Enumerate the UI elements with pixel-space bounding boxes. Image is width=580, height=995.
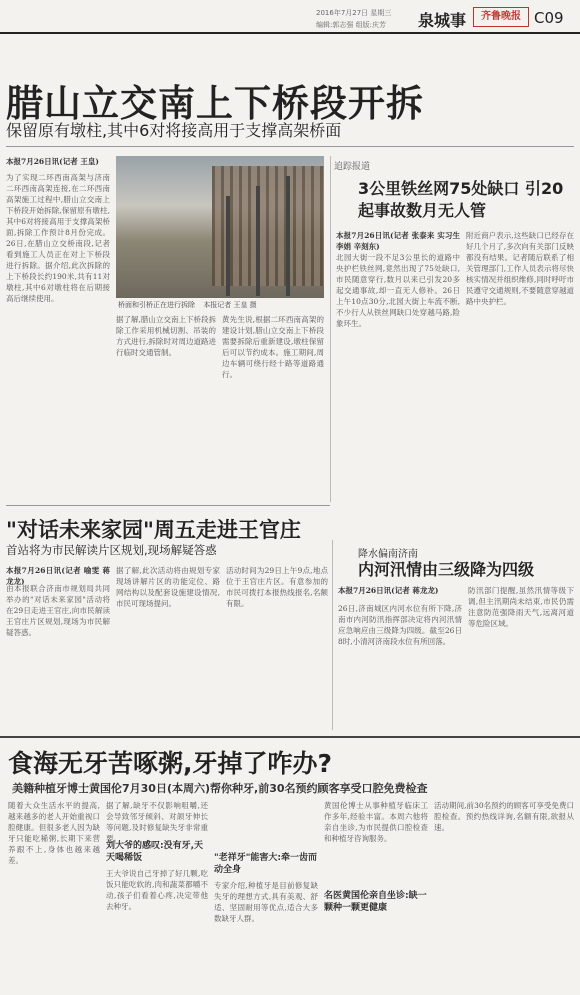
story3-dateline: 本报7月26日讯(记者 喻雯 蒋龙龙)	[6, 566, 110, 586]
story5-column-4: 专家介绍,种植牙是目前修复缺失牙的理想方式,具有美观、舒适、坚固耐用等优点,适合大多数缺牙人群。	[214, 881, 318, 923]
story2-column-2: 附近商户表示,这些缺口已经存在好几个月了,多次向有关部门反映都没有结果。记者随后联系了相关管理部门,工作人员表示将尽快核实情况并组织维修,同时呼吁市民遵守交通规则,不要随意穿越道路中央护栏。	[466, 231, 574, 306]
story3-subhead: 首站将为市民解读片区规划,现场解疑答惑	[6, 543, 217, 557]
story3-column-3: 活动时间为29日上午9点,地点位于王官庄片区。有意参加的市民可拨打本报热线报名,名额有限。	[226, 566, 328, 608]
story5-column-5: 黄国伦博士从事种植牙临床工作多年,经验丰富。本周六他将亲自坐诊,为市民提供口腔检查和种植牙咨询服务。	[324, 801, 428, 843]
photo-caption	[118, 300, 257, 310]
divider	[6, 505, 330, 506]
masthead	[0, 0, 580, 34]
story2-headline: 3公里铁丝网75处缺口 引20起事故数月无人管	[358, 179, 564, 220]
story4-column-1: 26日,济南城区内河水位有所下降,济南市内河防汛指挥部决定将内河汛情应急响应由三级降为四级。截至26日8时,小清河济南段水位有所回落。	[338, 604, 462, 646]
story5-column-3: 王大爷说自己牙掉了好几颗,吃饭只能吃软的,肉和蔬菜都嚼不动,孩子们看着心疼,决定带他去种牙。	[106, 869, 208, 911]
column-divider	[332, 540, 333, 730]
section-title: 泉城事	[418, 11, 467, 30]
story5-subhead-3: "老祥牙"能害大:牵一齿而动全身	[214, 853, 317, 875]
story1-column-3: 黄先生说,根据二环西南高架的建设计划,腊山立交南上下桥段需要拆除后重新建设,墩柱保留后可以节约成本。施工期间,周边车辆可绕行经十路等道路通行。	[222, 315, 324, 379]
story1-subhead: 保留原有墩柱,其中6对将接高用于支撑高架桥面	[6, 121, 342, 140]
story1-column-1: 为了实现二环西南高架与济南 二环西南高架连接,在二环西南高架施工过程中,腊山立交南上下桥段开始拆除,保留原有墩柱,其中6对将接高用于支撑高架桥面,拆除工作预计8月份完成。26日,在腊山立交桥南段,记者看到施工人员正在对上下桥段进行拆除。据介绍,此次拆除的上下桥段长约190米,共有11对墩柱,其中6对墩柱将在后期接高后继续使用。	[6, 173, 110, 303]
issue-date: 2016年7月27日 星期三	[316, 9, 392, 17]
story4-kicker: 降水偏南济南	[358, 549, 418, 560]
column-divider	[330, 156, 331, 502]
story5-column-1: 随着大众生活水平的提高,越来越多的老人开始重视口腔健康。但很多老人因为缺牙只能吃稀粥,长期下来营养跟不上,身体也越来越差。	[8, 801, 100, 865]
demolition-photo	[116, 156, 324, 298]
story3-column-1: 由本报联合济南市规划局共同举办的"对话未来家园"活动将在29日走进王官庄,向市民解读王官庄片区规划,现场为市民解疑答惑。	[6, 584, 110, 637]
newspaper-logo: 齐鲁晚报	[473, 7, 529, 27]
story4-column-2: 防汛部门提醒,虽然汛情等级下调,但主汛期尚未结束,市民仍需注意防范强降雨天气,远离河道等危险区域。	[468, 586, 574, 628]
story1-dateline: 本报7月26日讯(记者 王皇)	[6, 157, 99, 166]
story5-subhead-4: 名医黄国伦亲自坐诊:缺一颗种一颗更健康	[324, 891, 427, 913]
photo-credit: 本报记者 王皇 摄	[203, 301, 257, 309]
story5-subhead-2: 刘大爷的感叹:没有牙,天天喝稀饭	[106, 841, 204, 863]
divider	[6, 146, 574, 147]
story4-dateline: 本报7月26日讯(记者 蒋龙龙)	[338, 586, 439, 595]
story5-column-2: 据了解,缺牙不仅影响咀嚼,还会导致邻牙倾斜、对颌牙伸长等问题,及时修复缺失牙非常重要。	[106, 801, 208, 843]
story2-dateline: 本报7月26日讯(记者 张泰来 实习生 李娟 辛刻东)	[336, 231, 460, 251]
story4-headline: 内河汛情由三级降为四级	[358, 560, 535, 579]
story2-tag: 追踪报道	[334, 162, 371, 172]
story3-headline: "对话未来家园"周五走进王官庄	[6, 518, 301, 542]
photo-caption-text: 桥面和引桥正在进行拆除	[118, 301, 195, 309]
editor-credit: 编辑:郭志强 组版:庆芳	[316, 21, 386, 29]
page-number: C09	[534, 9, 564, 27]
divider	[0, 736, 580, 738]
story5-headline: 食海无牙苦啄粥,牙掉了咋办?	[8, 749, 333, 778]
story1-column-2: 据了解,腊山立交南上下桥段拆除工作采用机械切割、吊装的方式进行,拆除时对周边道路进行临时交通管制。	[116, 315, 216, 357]
story5-subhead: 美籍种植牙博士黄国伦7月30日(本周六)帮你种牙,前30名预约顾客享受口腔免费检查	[12, 782, 428, 795]
story5-column-6: 活动期间,前30名预约的顾客可享受免费口腔检查。预约热线详询,名额有限,欲报从速。	[434, 801, 574, 832]
story3-column-2: 据了解,此次活动将由规划专家现场讲解片区的功能定位、路网结构以及配套设施建设情况,市民可现场提问。	[116, 566, 220, 608]
story1-headline: 腊山立交南上下桥段开拆	[6, 82, 424, 125]
story2-column-1: 北园大街一段不足3公里长的道路中央护栏铁丝网,竟然出现了75处缺口,市民随意穿行,数月以来已引发20多起交通事故,却一直无人修补。26日上午10点30分,北园大街上车流不断,不少行人从铁丝网缺口处穿越马路,险象环生。	[336, 253, 460, 328]
